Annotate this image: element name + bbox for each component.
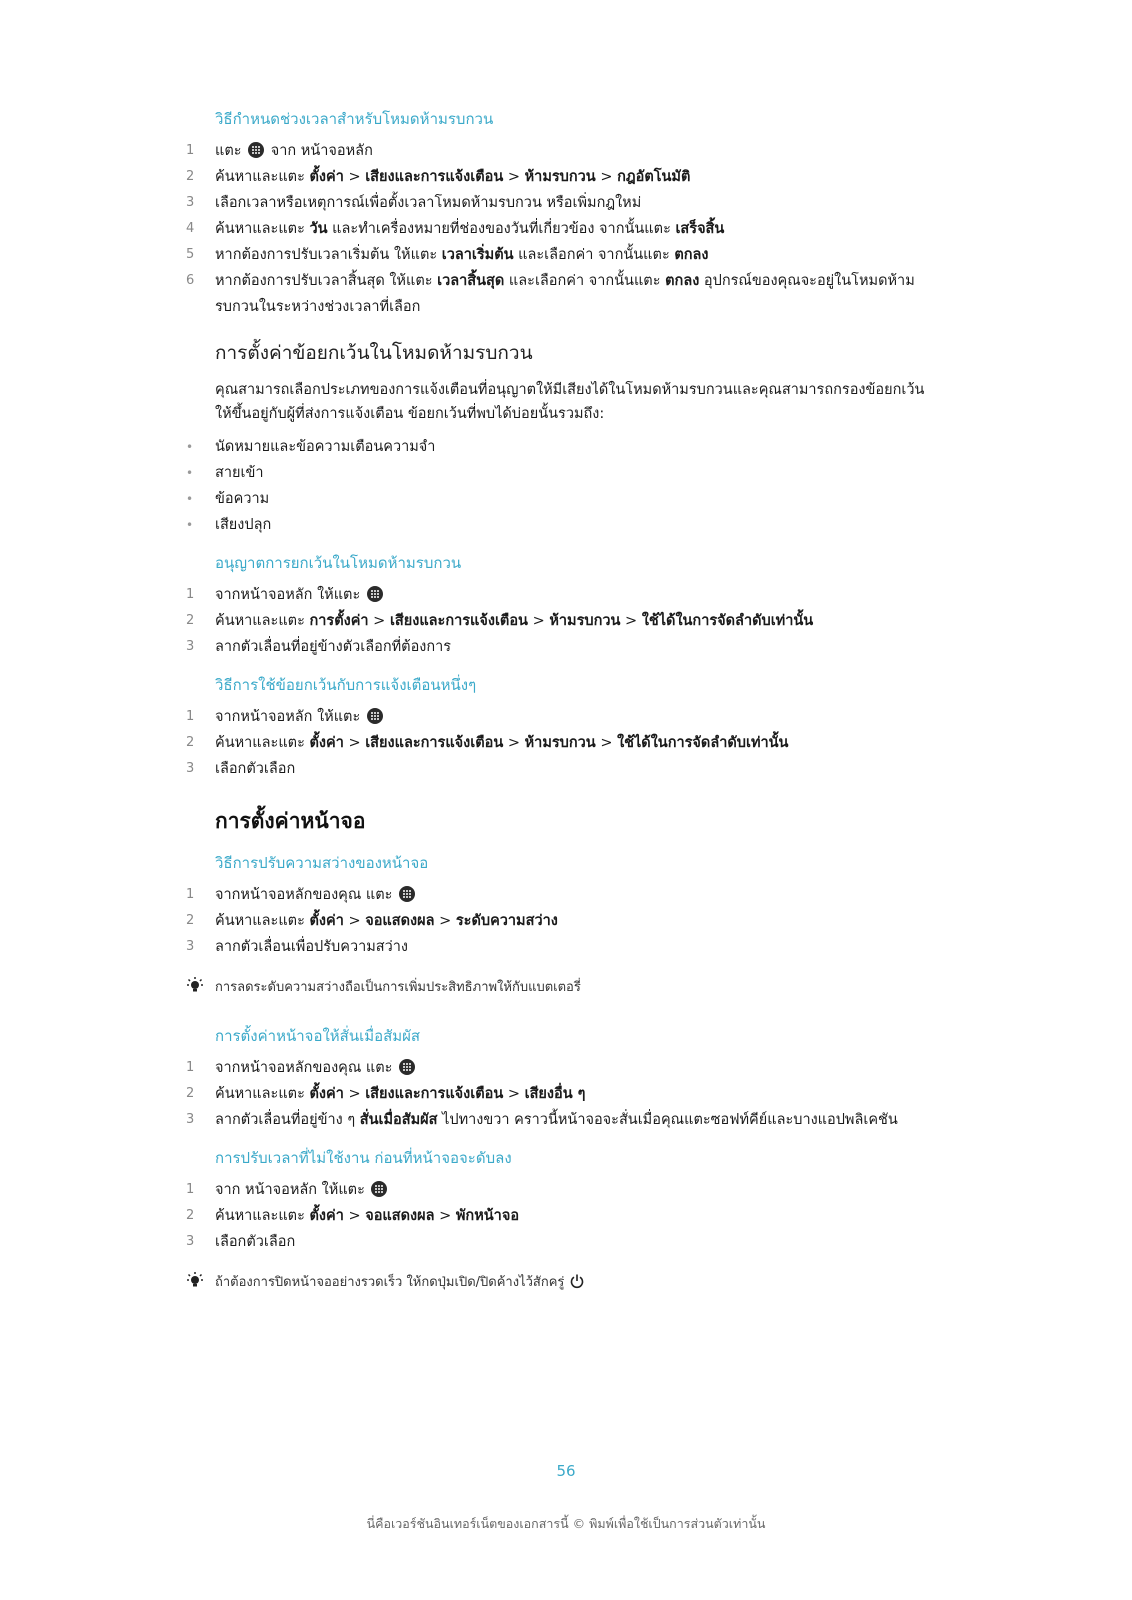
subheading-brightness: วิธีการปรับความสว่างของหน้าจอ [215,854,429,872]
apps-icon [399,1059,415,1075]
step-item: 1 จาก หน้าจอหลัก ให้แตะ [186,1177,946,1203]
subheading-notification-exceptions: วิธีการใช้ข้อยกเว้นกับการแจ้งเตือนหนึ่งๆ [215,676,477,694]
list-item: • นัดหมายและข้อความเตือนความจำ [186,434,946,460]
step-item: 3 เลือกตัวเลือก [186,761,296,777]
paragraph-dnd-exceptions: คุณสามารถเลือกประเภทของการแจ้งเตือนที่อนุญาตให้มีเสียงได้ในโหมดห้ามรบกวนและคุณสามารถกรองข้อยกเว้นให้ขึ้นอยู่กับผู้ที่ส่งการแจ้งเตือน ข้อยกเว้นที่พบได้บ่อยนั้นรวมถึง: [215,382,925,422]
power-icon [569,1273,585,1298]
page-number: 56 [556,1462,576,1480]
steps-schedule-dnd [186,138,946,320]
steps-brightness [186,882,946,960]
list-item: • เสียงปลุก [186,512,946,538]
steps-notification-exceptions [186,704,946,782]
apps-icon [371,1181,387,1197]
step-item: 2 ค้นหาและแตะ การตั้งค่า > เสียงและการแจ้งเตือน > ห้ามรบกวน > ใช้ได้ในการจัดลำดับเท่านั้น [186,613,814,629]
apps-icon [399,886,415,902]
bullet-icon: • [186,518,194,532]
step-item: 3 ลากตัวเลื่อนที่อยู่ข้าง ๆ สั่นเมื่อสัมผัส ไปทางขวา คราวนี้หน้าจอจะสั่นเมื่อคุณแตะซอฟท์คีย์และบางแอปพลิเคชัน [186,1112,898,1128]
bullet-icon: • [186,492,194,506]
step-item: 3 เลือกเวลาหรือเหตุการณ์เพื่อตั้งเวลาโหมดห้ามรบกวน หรือเพิ่มกฎใหม่ [186,195,642,211]
step-item: 1 จากหน้าจอหลักของคุณ แตะ [186,882,946,908]
heading-dnd-exceptions: การตั้งค่าข้อยกเว้นในโหมดห้ามรบกวน [215,342,533,364]
step-item: 2 ค้นหาและแตะ ตั้งค่า > เสียงและการแจ้งเตือน > ห้ามรบกวน > กฎอัตโนมัติ [186,169,691,185]
heading-screen-settings: การตั้งค่าหน้าจอ [215,809,366,833]
step-item: 6 หากต้องการปรับเวลาสิ้นสุด ให้แตะ เวลาสิ้นสุด และเลือกค่า จากนั้นแตะ ตกลง อุปกรณ์ของคุณจะอยู่ในโหมดห้ามรบกวนในระหว่างช่วงเวลาที่เลือก [186,273,915,315]
step-item: 3 ลากตัวเลื่อนที่อยู่ข้างตัวเลือกที่ต้องการ [186,639,452,655]
step-item: 2 ค้นหาและแตะ ตั้งค่า > จอแสดงผล > พักหน้าจอ [186,1208,520,1224]
step-item: 4 ค้นหาและแตะ วัน และทำเครื่องหมายที่ช่องของวันที่เกี่ยวข้อง จากนั้นแตะ เสร็จสิ้น [186,221,725,237]
step-item: 2 ค้นหาและแตะ ตั้งค่า > เสียงและการแจ้งเตือน > เสียงอื่น ๆ [186,1086,586,1102]
step-item: 2 ค้นหาและแตะ ตั้งค่า > จอแสดงผล > ระดับความสว่าง [186,913,558,929]
step-item: 1 จากหน้าจอหลัก ให้แตะ [186,704,946,730]
list-item: • ข้อความ [186,486,946,512]
step-item: 3 ลากตัวเลื่อนเพื่อปรับความสว่าง [186,939,409,955]
page-content [186,108,946,1298]
tip-brightness: การลดระดับความสว่างถือเป็นการเพิ่มประสิทธิภาพให้กับแบตเตอรี่ [186,976,946,1003]
apps-icon [248,142,264,158]
bullet-icon: • [186,466,194,480]
steps-screen-timeout [186,1177,946,1255]
step-item: 1 แตะ จาก หน้าจอหลัก [186,143,373,159]
steps-allow-exceptions [186,582,946,660]
subheading-vibrate-touch: การตั้งค่าหน้าจอให้สั่นเมื่อสัมผัส [215,1027,421,1045]
apps-icon [367,586,383,602]
apps-icon [367,708,383,724]
tip-screen-off: ถ้าต้องการปิดหน้าจออย่างรวดเร็ว ให้กดปุ่มเปิด/ปิดค้างไว้สักครู่ [186,1271,946,1298]
list-item: • สายเข้า [186,460,946,486]
lightbulb-icon [186,1271,215,1298]
steps-vibrate-touch [186,1055,946,1133]
step-item: 5 หากต้องการปรับเวลาเริ่มต้น ให้แตะ เวลาเริ่มต้น และเลือกค่า จากนั้นแตะ ตกลง [186,247,709,263]
subheading-screen-timeout: การปรับเวลาที่ไม่ใช้งาน ก่อนที่หน้าจอจะดับลง [215,1149,512,1167]
step-item: 1 จากหน้าจอหลักของคุณ แตะ [186,1055,946,1081]
bullet-list-exceptions [186,434,946,538]
subheading-schedule-dnd: วิธีกำหนดช่วงเวลาสำหรับโหมดห้ามรบกวน [215,110,494,128]
step-item: 1 จากหน้าจอหลัก ให้แตะ [186,582,946,608]
step-item: 3 เลือกตัวเลือก [186,1234,296,1250]
step-item: 2 ค้นหาและแตะ ตั้งค่า > เสียงและการแจ้งเตือน > ห้ามรบกวน > ใช้ได้ในการจัดลำดับเท่านั้น [186,735,789,751]
lightbulb-icon [186,976,215,1003]
subheading-allow-exceptions: อนุญาตการยกเว้นในโหมดห้ามรบกวน [215,554,462,572]
bullet-icon: • [186,440,194,454]
footer-note: นี่คือเวอร์ชันอินเทอร์เน็ตของเอกสารนี้ © พิมพ์เพื่อใช้เป็นการส่วนตัวเท่านั้น [366,1516,766,1531]
